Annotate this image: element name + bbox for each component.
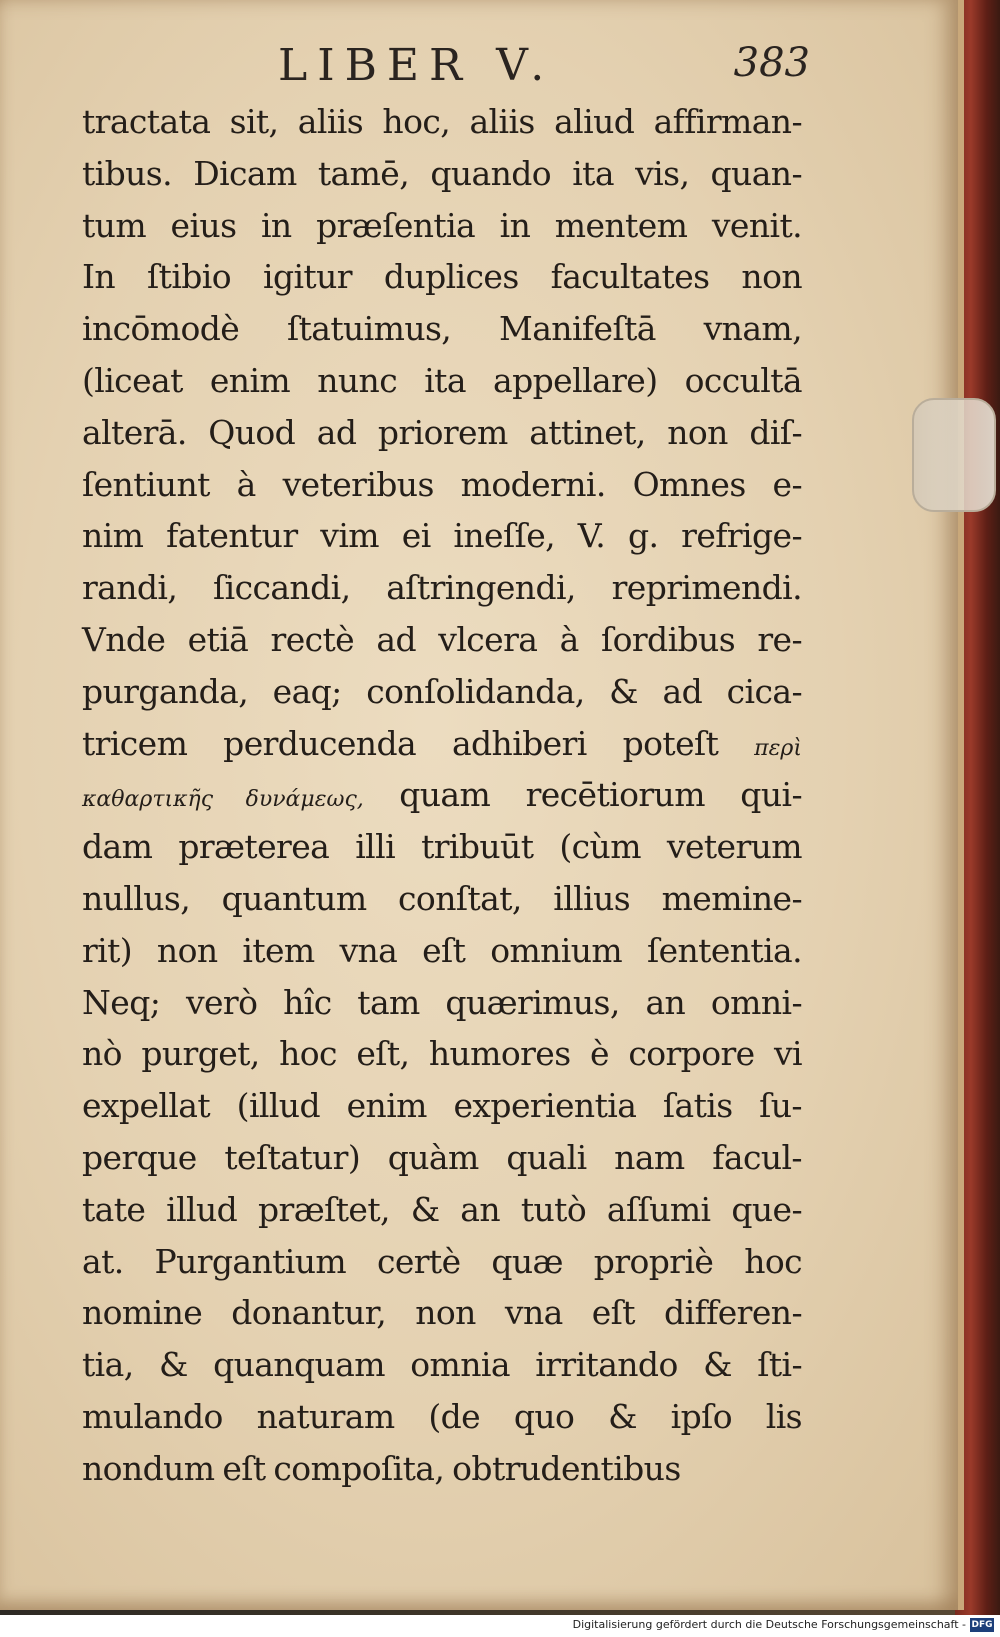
text-line: incōmodè ſtatuimus, Manifeſtā vnam, (82, 309, 802, 349)
text-line: mulando naturam (de quo & ipſo lis (82, 1396, 802, 1436)
text-line: nomine donantur, non vna eſt differen- (82, 1293, 802, 1333)
text-line: tum eius in præſentia in mentem venit. (82, 205, 802, 245)
text-line: at. Purgantium certè quæ propriè hoc (82, 1241, 802, 1281)
text-line: purganda, eaq; conſolidanda, & ad cica- (82, 671, 802, 711)
text-line: nondum eſt compoſita, obtrudentibus (82, 1448, 681, 1488)
text-line: expellat (illud enim experientia ſatis ſu- (82, 1086, 802, 1126)
dfg-logo: DFG (971, 1620, 993, 1630)
page-clip (912, 398, 996, 512)
text-line: tractata sit, aliis hoc, aliis aliud affirman- (82, 102, 802, 141)
footer (0, 1615, 1000, 1637)
text-line: tia, & quanquam omnia irritando & ſti- (82, 1345, 802, 1385)
text-line: randi, ſiccandi, aſtringendi, reprimendi. (82, 568, 802, 608)
text-line: In ſtibio igitur duplices facultates non (82, 257, 802, 297)
running-head (270, 40, 810, 100)
running-title: LIBER V. (278, 40, 555, 91)
page-number: 383 (733, 40, 810, 86)
text-line: nò purget, hoc eſt, humores è corpore vi (82, 1034, 802, 1074)
digitization-credit: Digitalisierung gefördert durch die Deutsche Forschungsgemeinschaft - (572, 1618, 966, 1631)
text-line: nim fatentur vim ei ineſſe, V. g. refrige- (82, 516, 802, 556)
text-line: καθαρτικῆς δυνάμεως, quam recētiorum qui- (82, 775, 802, 815)
text-line: rit) non item vna eſt omnium ſententia. (82, 930, 802, 970)
text-line: (liceat enim nunc ita appellare) occultā (82, 360, 802, 400)
text-line: perque teſtatur) quàm quali nam facul- (82, 1137, 802, 1177)
text-line: tricem perducenda adhiberi poteſt περὶ (82, 723, 802, 763)
text-line: Vnde etiā rectè ad vlcera à ſordibus re- (82, 619, 802, 659)
text-line: alterā. Quod ad priorem attinet, non diſ- (82, 412, 802, 452)
text-line: tate illud præſtet, & an tutò aſſumi que- (82, 1189, 802, 1229)
text-line: dam præterea illi tribuūt (cùm veterum (82, 827, 802, 867)
text-line: nullus, quantum conſtat, illius memine- (82, 878, 802, 918)
body-text (82, 96, 802, 1495)
greek-phrase: περὶ (754, 735, 802, 761)
text-line: Neq; verò hîc tam quærimus, an omni- (82, 982, 802, 1022)
text-line: tibus. Dicam tamē, quando ita vis, quan- (82, 153, 802, 193)
text-line: ſentiunt à veteribus moderni. Omnes e- (82, 464, 802, 504)
greek-phrase: καθαρτικῆς δυνάμεως, (82, 787, 364, 813)
